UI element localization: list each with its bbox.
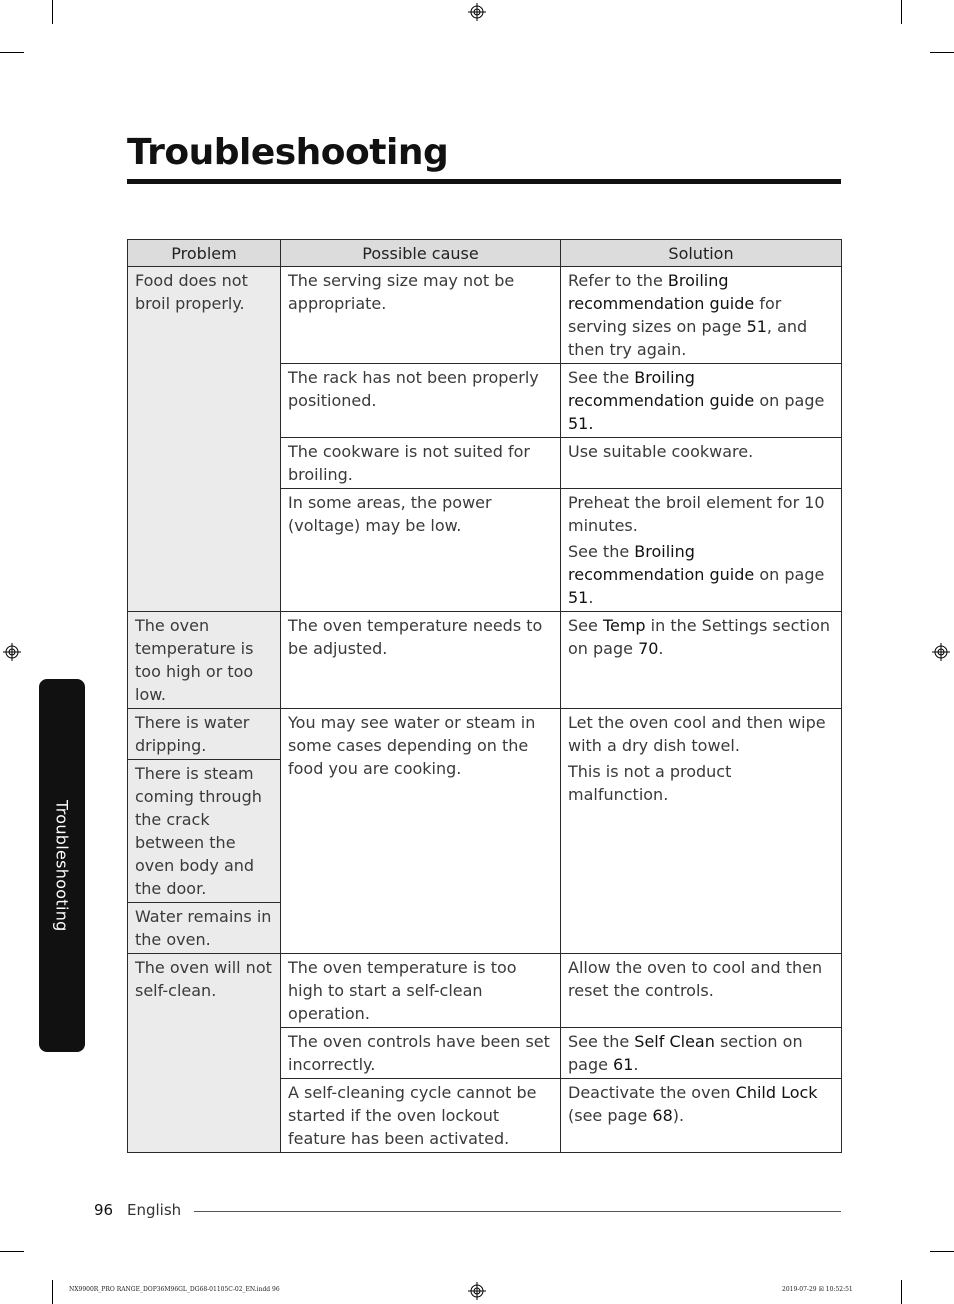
solution-paragraph — [568, 540, 835, 609]
crop-mark — [52, 1280, 53, 1304]
problem-cell: There is steam coming through the crack between the oven body and the door. — [128, 760, 281, 903]
cause-cell: A self-cleaning cycle cannot be started if the oven lockout feature has been activated. — [281, 1079, 561, 1153]
text-run: See the — [568, 1032, 635, 1051]
cause-cell: The serving size may not be appropriate. — [281, 267, 561, 364]
text-run: section on page — [568, 1032, 803, 1074]
table-header-row — [128, 240, 842, 267]
highlighted-term: 61 — [613, 1055, 634, 1074]
side-tab-label: Troubleshooting — [52, 799, 72, 932]
table-row — [128, 954, 842, 1028]
text-run: See — [568, 616, 603, 635]
cause-cell: The cookware is not suited for broiling. — [281, 438, 561, 489]
text-run: , and then try again. — [568, 317, 808, 359]
header-possible-cause: Possible cause — [281, 240, 561, 267]
print-slug-filename: NX9900R_PRO RANGE_DOP36M96GL_DG68-01105C-02_EN.indd 96 — [69, 1286, 280, 1293]
highlighted-term: Temp — [602, 616, 646, 635]
solution-paragraph — [568, 760, 835, 806]
solution-cell — [561, 489, 842, 612]
text-run: Refer to the — [568, 271, 668, 290]
troubleshooting-table — [127, 239, 842, 1153]
registration-mark-icon — [3, 643, 21, 661]
crop-mark — [0, 52, 24, 53]
problem-cell: Water remains in the oven. — [128, 903, 281, 954]
text-run: ). — [672, 1106, 685, 1125]
problem-cell: There is water dripping. — [128, 709, 281, 760]
solution-cell — [561, 709, 842, 954]
title-rule — [127, 179, 841, 184]
table-row — [128, 612, 842, 709]
text-run: See the — [568, 368, 635, 387]
highlighted-term: 51 — [746, 317, 767, 336]
cause-cell: The oven controls have been set incorrectly. — [281, 1028, 561, 1079]
side-tab — [39, 679, 85, 1052]
cause-cell: The oven temperature needs to be adjusted. — [281, 612, 561, 709]
solution-cell — [561, 612, 842, 709]
page-language: English — [127, 1201, 182, 1219]
header-solution: Solution — [561, 240, 842, 267]
text-run: on page — [754, 565, 825, 584]
table-row — [128, 709, 842, 760]
text-run: . — [633, 1055, 639, 1074]
cause-cell: The oven temperature is too high to start a self-clean operation. — [281, 954, 561, 1028]
text-run: . — [658, 639, 664, 658]
registration-mark-icon — [468, 3, 486, 21]
cause-cell: The rack has not been properly positioned. — [281, 364, 561, 438]
solution-cell — [561, 1079, 842, 1153]
crop-mark — [901, 0, 902, 24]
text-run: Let the oven cool and then wipe with a dry dish towel. — [568, 713, 826, 755]
solution-cell — [561, 438, 842, 489]
highlighted-term: Broiling recommendation guide — [568, 368, 755, 410]
text-run: on page — [754, 391, 825, 410]
cause-cell: You may see water or steam in some cases depending on the food you are cooking. — [281, 709, 561, 954]
text-run: See the — [568, 542, 635, 561]
solution-cell — [561, 364, 842, 438]
highlighted-term: Child Lock — [735, 1083, 818, 1102]
text-run: . — [588, 588, 594, 607]
solution-paragraph — [568, 711, 835, 757]
registration-mark-icon — [468, 1282, 486, 1300]
problem-cell: The oven will not self-clean. — [128, 954, 281, 1153]
footer-rule — [194, 1211, 841, 1212]
highlighted-term: 51. — [568, 414, 594, 433]
text-run: for serving sizes on page — [568, 294, 782, 336]
highlighted-term: Broiling recommendation guide — [568, 542, 755, 584]
crop-mark — [52, 0, 53, 24]
text-run: (see page — [568, 1106, 653, 1125]
solution-cell — [561, 267, 842, 364]
highlighted-term: 68 — [652, 1106, 673, 1125]
solution-paragraph — [568, 491, 835, 537]
highlighted-term: 70 — [638, 639, 659, 658]
text-run: Use suitable cookware. — [568, 442, 754, 461]
problem-cell: Food does not broil properly. — [128, 267, 281, 612]
registration-mark-icon — [932, 643, 950, 661]
text-run: Preheat the broil element for 10 minutes. — [568, 493, 825, 535]
crop-mark — [0, 1251, 24, 1252]
solution-cell — [561, 954, 842, 1028]
table-row — [128, 267, 842, 364]
crop-mark — [930, 1251, 954, 1252]
highlighted-term: 51 — [568, 588, 589, 607]
highlighted-term: Broiling recommendation guide — [568, 271, 755, 313]
page-number: 96 — [94, 1201, 114, 1219]
text-run: This is not a product malfunction. — [568, 762, 732, 804]
page-title: Troubleshooting — [127, 132, 449, 173]
problem-cell: The oven temperature is too high or too low. — [128, 612, 281, 709]
header-problem: Problem — [128, 240, 281, 267]
cause-cell: In some areas, the power (voltage) may be low. — [281, 489, 561, 612]
print-slug-timestamp: 2019-07-29 ☒ 10:52:51 — [782, 1286, 853, 1293]
crop-mark — [930, 52, 954, 53]
highlighted-term: Self Clean — [634, 1032, 715, 1051]
text-run: Allow the oven to cool and then reset the controls. — [568, 958, 823, 1000]
crop-mark — [901, 1280, 902, 1304]
text-run: in the Settings section on page — [568, 616, 831, 658]
text-run: Deactivate the oven — [568, 1083, 736, 1102]
solution-cell — [561, 1028, 842, 1079]
